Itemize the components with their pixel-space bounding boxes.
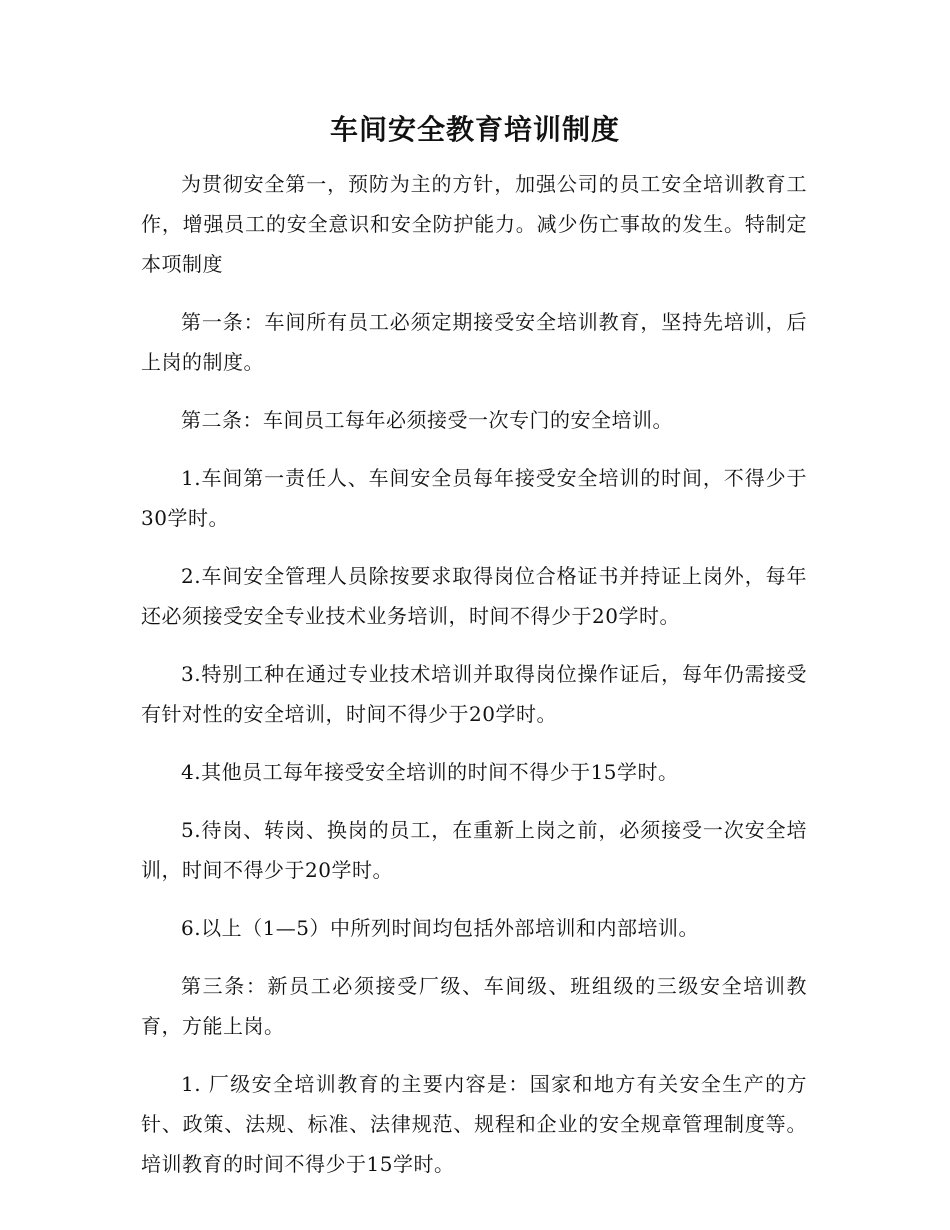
article-2-item-4: 4.其他员工每年接受安全培训的时间不得少于15学时。	[181, 760, 679, 784]
article-2-item-2: 2.车间安全管理人员除按要求取得岗位合格证书并持证上岗外，每年还必须接受安全专业技术业务培训，时间不得少于20学时。	[141, 564, 807, 628]
article-2-item-6: 6.以上（1—5）中所列时间均包括外部培训和内部培训。	[181, 916, 700, 940]
article-2-item-3: 3.特别工种在通过专业技术培训并取得岗位操作证后，每年仍需接受有针对性的安全培训，时间不得少于20学时。	[141, 662, 807, 726]
article-2-item-5: 5.待岗、转岗、换岗的员工，在重新上岗之前，必须接受一次安全培训，时间不得少于20学时。	[141, 818, 807, 882]
intro-paragraph: 为贯彻安全第一，预防为主的方针，加强公司的员工安全培训教育工作，增强员工的安全意识和安全防护能力。减少伤亡事故的发生。特制定本项制度	[141, 172, 807, 276]
article-2-item-1: 1.车间第一责任人、车间安全员每年接受安全培训的时间，不得少于30学时。	[141, 466, 807, 530]
article-3-item-1: 1. 厂级安全培训教育的主要内容是：国家和地方有关安全生产的方针、政策、法规、标准、法律规范、规程和企业的安全规章管理制度等。培训教育的时间不得少于15学时。	[141, 1072, 807, 1176]
document-body	[141, 164, 807, 1202]
page-title: 车间安全教育培训制度	[329, 113, 620, 146]
article-2-paragraph: 第二条：车间员工每年必须接受一次专门的安全培训。	[181, 408, 673, 432]
article-3-paragraph: 第三条：新员工必须接受厂级、车间级、班组级的三级安全培训教育，方能上岗。	[141, 974, 807, 1038]
article-1-paragraph: 第一条：车间所有员工必须定期接受安全培训教育，坚持先培训，后上岗的制度。	[141, 310, 807, 374]
